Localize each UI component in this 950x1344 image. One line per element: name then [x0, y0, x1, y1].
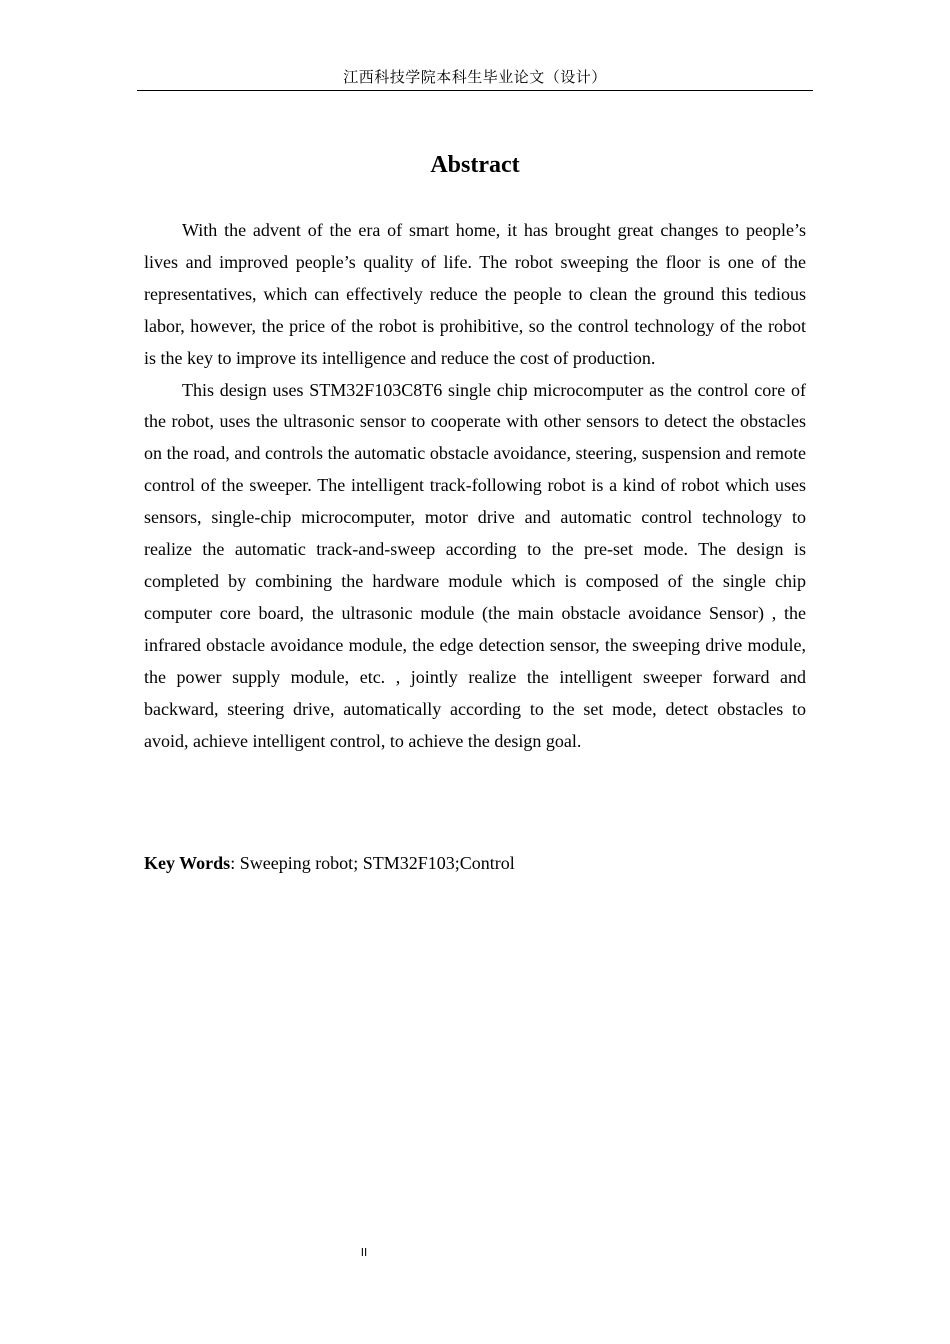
page-number: II [360, 1246, 368, 1259]
keywords [144, 848, 806, 878]
keywords-separator: : [230, 853, 240, 873]
keywords-value: Sweeping robot; STM32F103;Control [239, 853, 515, 873]
header-rule [137, 90, 813, 91]
abstract-paragraph-1: With the advent of the era of smart home, it has brought great changes to people’s lives and improved people’s quality of life. The robot sweeping the floor is one of the representatives, which can effectively reduce the people to clean the ground this tedious labor, however, the price of the robot is prohibitive, so the control technology of the robot is the key to improve its intelligence and reduce the cost of production. [144, 220, 806, 368]
page-header: 江西科技学院本科生毕业论文（设计） [343, 70, 607, 86]
keywords-label: Key Words [144, 853, 231, 873]
abstract-title: Abstract [430, 152, 520, 178]
abstract-paragraph-2: This design uses STM32F103C8T6 single chip microcomputer as the control core of the robot, uses the ultrasonic sensor to cooperate with other sensors to detect the obstacles on the road, and controls the automatic obstacle avoidance, steering, suspension and remote control of the sweeper. The intelligent track-following robot is a kind of robot which uses sensors, single-chip microcomputer, motor drive and automatic control technology to realize the automatic track-and-sweep according to the pre-set mode. The design is completed by combining the hardware module which is composed of the single chip computer core board, the ultrasonic module (the main obstacle avoidance Sensor) , the infrared obstacle avoidance module, the edge detection sensor, the sweeping drive module, the power supply module, etc. , jointly realize the intelligent sweeper forward and backward, steering drive, automatically according to the set mode, detect obstacles to avoid, achieve intelligent control, to achieve the design goal. [144, 379, 806, 751]
abstract-body [144, 215, 806, 757]
